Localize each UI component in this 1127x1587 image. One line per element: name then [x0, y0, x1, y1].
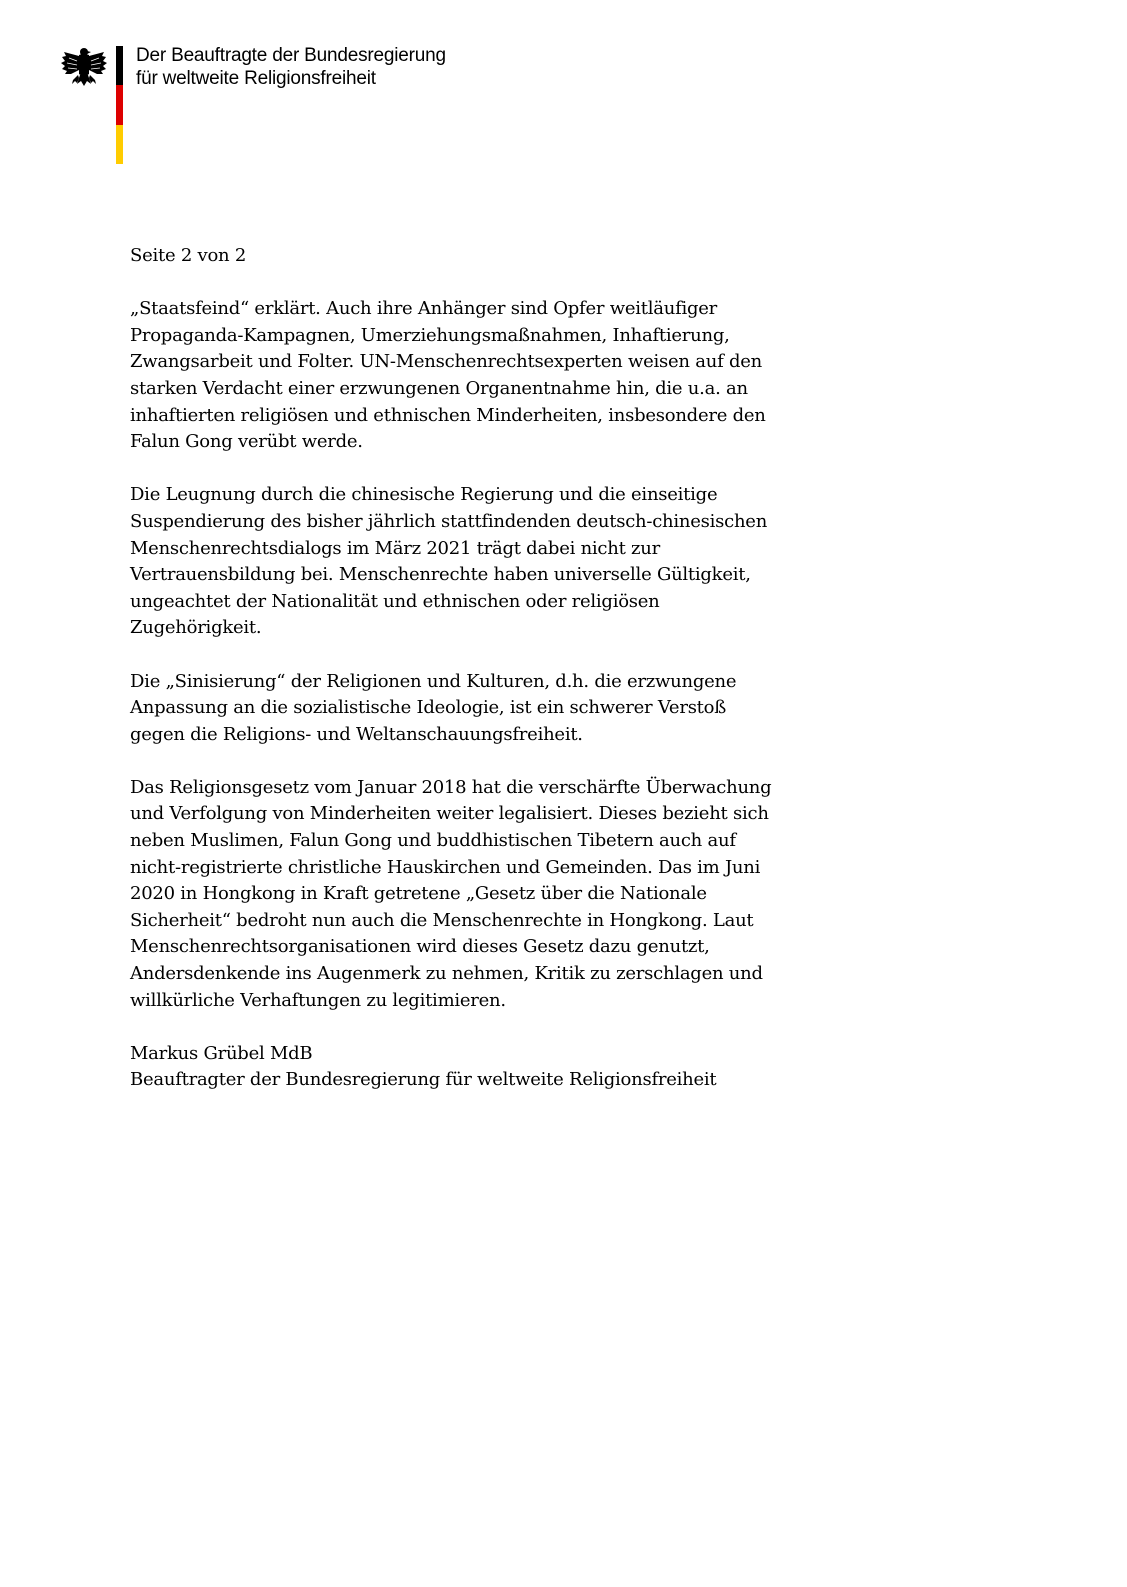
paragraph-line: neben Muslimen, Falun Gong und buddhistischen Tibetern auch auf: [130, 830, 736, 852]
paragraph: [130, 775, 810, 1014]
paragraph-line: gegen die Religions- und Weltanschauungsfreiheit.: [130, 723, 583, 745]
signature-title: Beauftragter der Bundesregierung für weltweite Religionsfreiheit: [130, 1069, 717, 1091]
paragraph-line: Propaganda-Kampagnen, Umerziehungsmaßnahmen, Inhaftierung,: [130, 324, 730, 346]
paragraph-line: ungeachtet der Nationalität und ethnischen oder religiösen: [130, 590, 660, 612]
paragraph-line: Zwangsarbeit und Folter. UN-Menschenrechtsexperten weisen auf den: [130, 351, 762, 373]
paragraph-line: und Verfolgung von Minderheiten weiter legalisiert. Dieses bezieht sich: [130, 803, 769, 825]
paragraph-line: 2020 in Hongkong in Kraft getretene „Gesetz über die Nationale: [130, 883, 707, 905]
paragraph-line: Zugehörigkeit.: [130, 617, 262, 639]
paragraph-line: Menschenrechtsdialogs im März 2021 trägt dabei nicht zur: [130, 537, 660, 559]
paragraph-line: inhaftierten religiösen und ethnischen Minderheiten, insbesondere den: [130, 404, 766, 426]
page-number: Seite 2 von 2: [130, 245, 247, 266]
paragraph-line: Andersdenkende ins Augenmerk zu nehmen, Kritik zu zerschlagen und: [130, 963, 763, 985]
paragraph-line: „Staatsfeind“ erklärt. Auch ihre Anhänger sind Opfer weitläufiger: [130, 298, 718, 320]
paragraph-line: Sicherheit“ bedroht nun auch die Menschenrechte in Hongkong. Laut: [130, 909, 754, 931]
paragraph-line: Die „Sinisierung“ der Religionen und Kulturen, d.h. die erzwungene: [130, 670, 737, 692]
paragraph: [130, 669, 810, 749]
paragraph-line: Anpassung an die sozialistische Ideologie, ist ein schwerer Verstoß: [130, 697, 727, 719]
paragraph: [130, 482, 810, 642]
paragraph-line: Falun Gong verübt werde.: [130, 431, 363, 453]
signature-name: Markus Grübel MdB: [130, 1042, 313, 1064]
paragraph: [130, 296, 810, 456]
office-name-line: Der Beauftragte der Bundesregierung: [136, 45, 446, 66]
paragraph-line: Menschenrechtsorganisationen wird dieses Gesetz dazu genutzt,: [130, 936, 710, 958]
paragraph-list: [130, 296, 810, 1014]
signature-block: [130, 1041, 810, 1094]
paragraph-line: Das Religionsgesetz vom Januar 2018 hat die verschärfte Überwachung: [130, 776, 772, 798]
flag-stripe-red: [116, 85, 123, 124]
office-name: [136, 44, 446, 90]
national-colors-bar: [116, 46, 123, 164]
paragraph-line: nicht-registrierte christliche Hauskirchen und Gemeinden. Das im Juni: [130, 856, 761, 878]
paragraph-line: starken Verdacht einer erzwungenen Organentnahme hin, die u.a. an: [130, 377, 748, 399]
federal-eagle-icon: [60, 44, 108, 92]
paragraph-line: Vertrauensbildung bei. Menschenrechte haben universelle Gültigkeit,: [130, 564, 751, 586]
office-name-line: für weltweite Religionsfreiheit: [136, 68, 376, 89]
letter-body: [130, 243, 810, 1094]
flag-stripe-gold: [116, 125, 123, 164]
flag-stripe-black: [116, 46, 123, 85]
paragraph-line: willkürliche Verhaftungen zu legitimieren.: [130, 989, 506, 1011]
paragraph-line: Die Leugnung durch die chinesische Regierung und die einseitige: [130, 484, 718, 506]
paragraph-line: Suspendierung des bisher jährlich stattfindenden deutsch-chinesischen: [130, 510, 768, 532]
